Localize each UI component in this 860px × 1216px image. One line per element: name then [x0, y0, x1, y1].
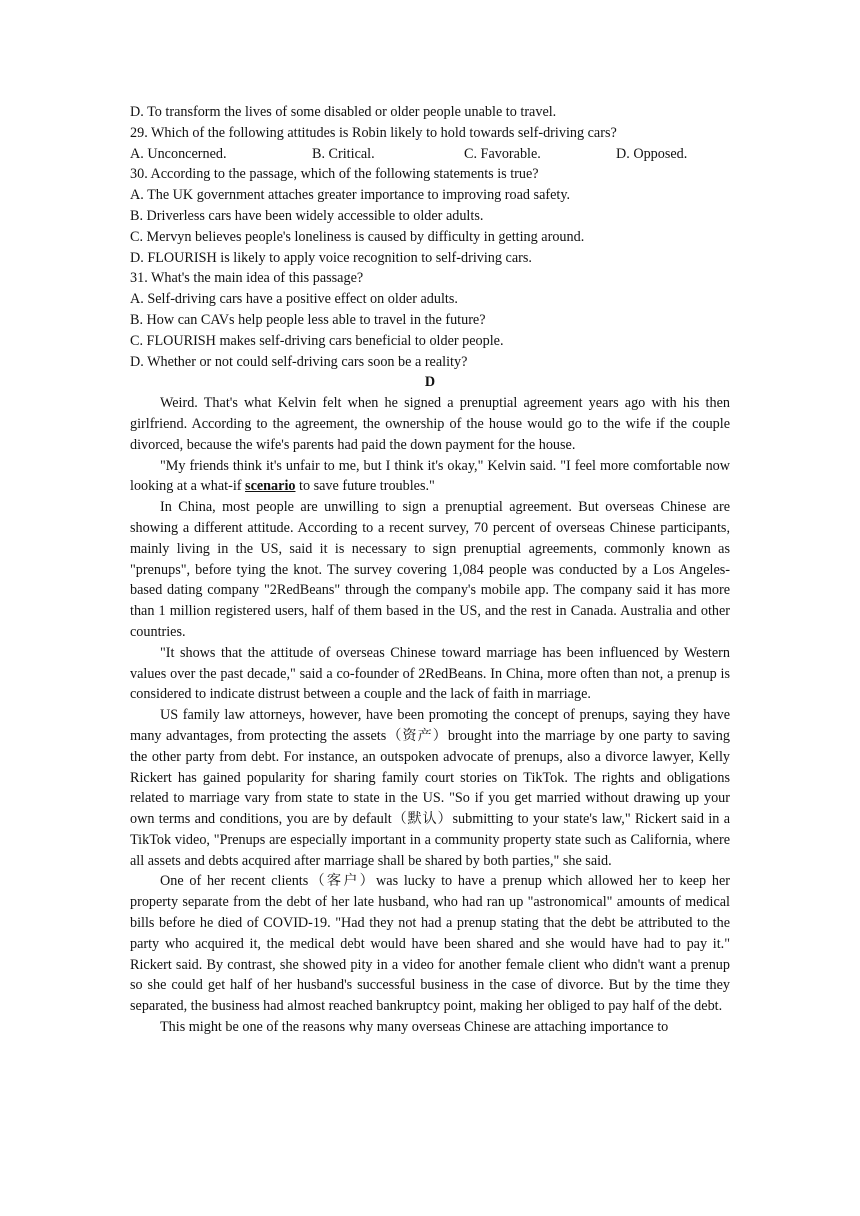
q29-option-a: A. Unconcerned. — [130, 145, 227, 162]
q31-option-a: A. Self-driving cars have a positive effect on older adults. — [130, 291, 458, 308]
q30-option-c: C. Mervyn believes people's loneliness is caused by difficulty in getting around. — [130, 228, 585, 245]
q31-option-b: B. How can CAVs help people less able to travel in the future? — [130, 311, 486, 328]
q29-stem: 29. Which of the following attitudes is Robin likely to hold towards self-driving cars? — [130, 124, 617, 141]
q29-option-c: C. Favorable. — [464, 145, 541, 162]
paragraph-7: This might be one of the reasons why many overseas Chinese are attaching importance to — [160, 1019, 669, 1036]
paragraph-6: One of her recent clients（客户）was lucky to have a prenup which allowed her to keep her property separate from the debt of her late husband, who had ran up "astronomical" amounts of medical bills before he died of COVID-19. "Had they not had a prenup stating that the debt be attributed to the party who acquired it, the medical debt would have been shared and she would have had to pay it." Rickert said. By contrast, she showed pity in a video for another female client who didn't want a prenup so she could get half of her husband's successful business in the case of divorce. But by the time they separated, the business had almost reached bankruptcy point, making her obliged to pay half of the debt. — [130, 873, 730, 1015]
paragraph-2 — [130, 456, 730, 498]
q29-options — [130, 144, 730, 165]
paragraph-2-after: to save future troubles." — [295, 478, 435, 495]
q29-option-d: D. Opposed. — [616, 145, 688, 162]
q31-option-c: C. FLOURISH makes self-driving cars beneficial to older people. — [130, 332, 504, 349]
section-title: D — [424, 374, 436, 391]
paragraph-2-before: "My friends think it's unfair to me, but I think it's okay," Kelvin said. "I feel more comfortable now looking at a what-if — [130, 457, 730, 495]
q30-stem: 30. According to the passage, which of the following statements is true? — [130, 166, 539, 183]
q28-option-d: D. To transform the lives of some disabled or older people unable to travel. — [130, 104, 557, 120]
paragraph-1: Weird. That's what Kelvin felt when he signed a prenuptial agreement years ago with his then girlfriend. According to the agreement, the ownership of the house would go to the wife if the couple divorced, because the wife's parents had paid the down payment for the house. — [130, 395, 730, 453]
q29-option-b: B. Critical. — [312, 145, 375, 162]
keyword-scenario: scenario — [245, 478, 296, 495]
q31-option-d: D. Whether or not could self-driving cars soon be a reality? — [130, 353, 468, 370]
paragraph-4: "It shows that the attitude of overseas Chinese toward marriage has been influenced by Western values over the past decade," said a co-founder of 2RedBeans. In China, more often than not, a prenup is considered to indicate distrust between a couple and the lack of faith in marriage. — [130, 644, 730, 703]
q31-stem: 31. What's the main idea of this passage? — [130, 270, 364, 287]
paragraph-5: US family law attorneys, however, have been promoting the concept of prenups, saying they have many advantages, from protecting the assets（资产）brought into the marriage by one party to saving the other party from debt. For instance, an outspoken advocate of prenups, also a divorce lawyer, Kelly Rickert has gained popularity for sharing family court stories on TikTok. The rights and obligations related to marriage vary from state to state in the US. "So if you get married without drawing up your own terms and conditions, you are by default（默认）submitting to your state's law," Rickert said in a TikTok video, "Prenups are especially important in a community property state such as California, where all assets and debts acquired after marriage shall be shared by both parties," she said. — [130, 707, 730, 869]
document-page — [130, 102, 730, 1038]
q30-option-a: A. The UK government attaches greater importance to improving road safety. — [130, 187, 571, 204]
q30-option-b: B. Driverless cars have been widely accessible to older adults. — [130, 207, 484, 224]
q30-option-d: D. FLOURISH is likely to apply voice recognition to self-driving cars. — [130, 249, 532, 266]
paragraph-3: In China, most people are unwilling to sign a prenuptial agreement. But overseas Chinese are showing a different attitude. According to a recent survey, 70 percent of overseas Chinese participants, mainly living in the US, said it is necessary to sign prenuptial agreements, commonly known as "prenups", before tying the knot. The survey covering 1,084 people was conducted by a Los Angeles-based dating company "2RedBeans" through the company's mobile app. The company said it has more than 1 million registered users, half of them based in the US, and the rest in Canada. Australia and other countries. — [130, 499, 730, 640]
